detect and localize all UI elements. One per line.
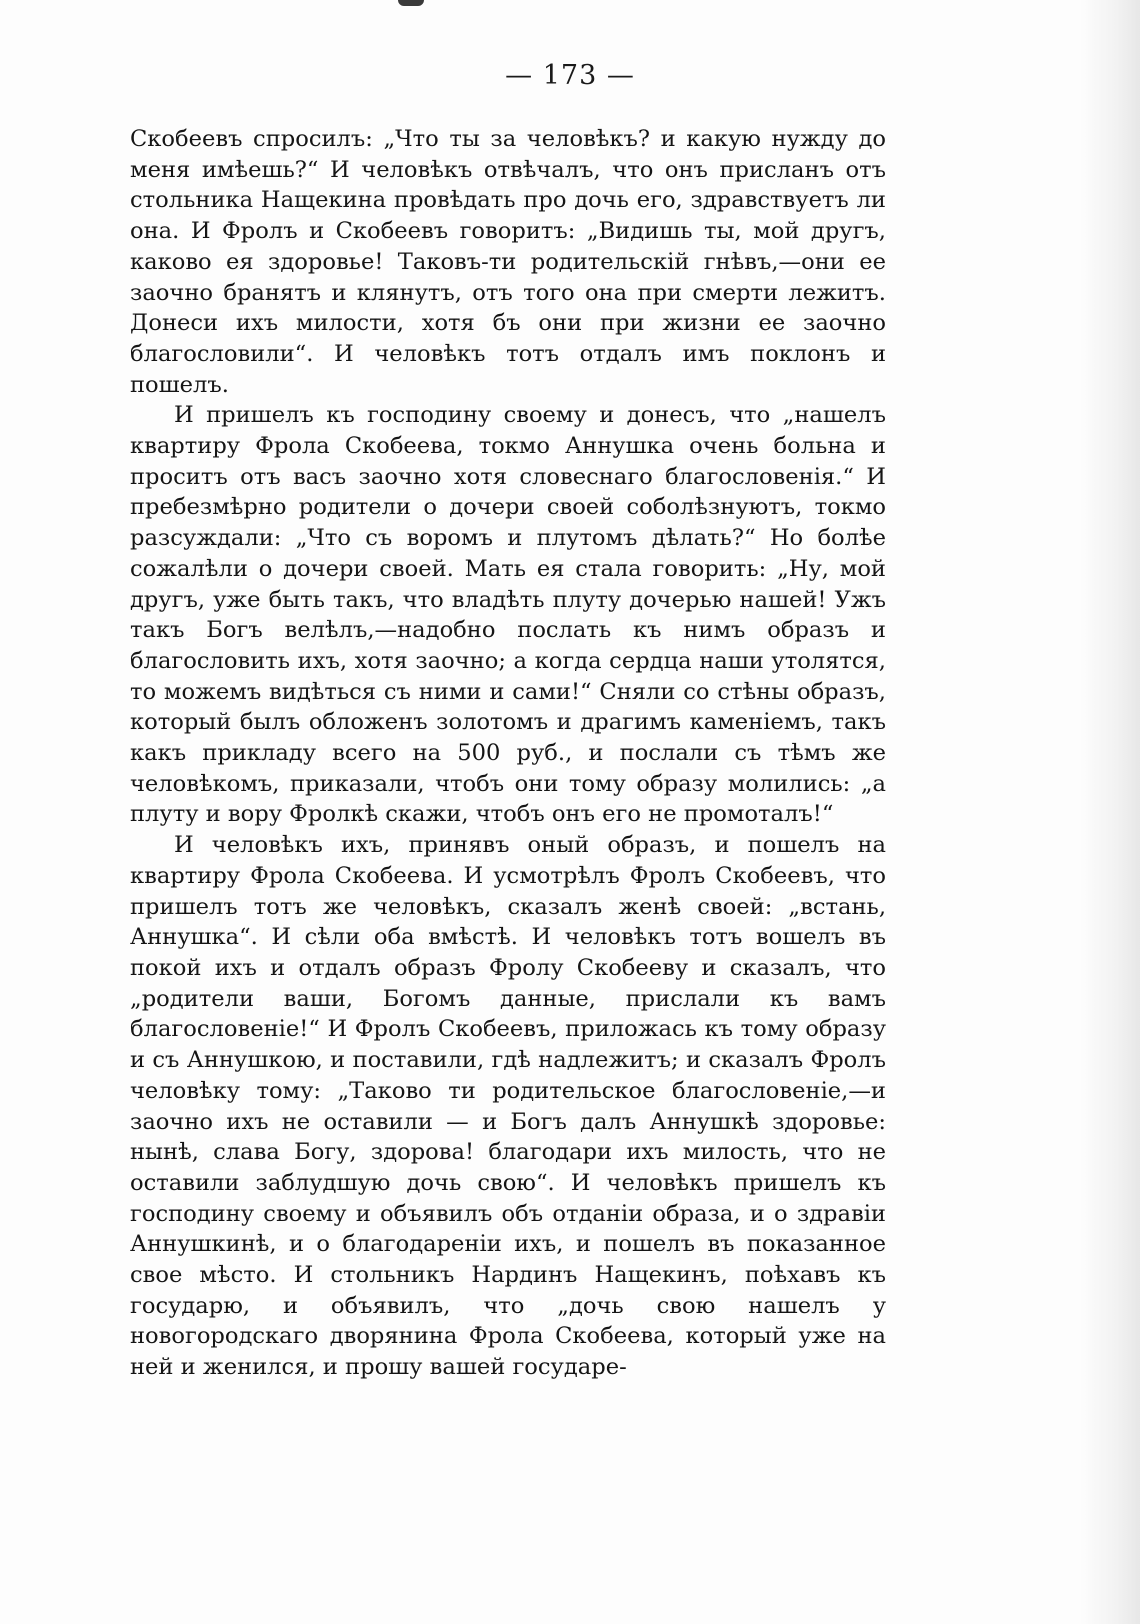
paragraph-1: Скобеевъ спросилъ: „Что ты за человѣкъ? и какую нужду до меня имѣешь?“ И человѣкъ отвѣчалъ, что онъ присланъ отъ стольника Нащекина провѣдать про дочь его, здравствуетъ ли она. И Фролъ и Скобеевъ говоритъ: „Видишь ты, мой другъ, каково ея здоровье! Таковъ-ти родительскій гнѣвъ,—они ее заочно бранятъ и клянутъ, отъ того она при смерти лежитъ. Донеси ихъ милости, хотя бъ они при жизни ее заочно благословили“. И человѣкъ тотъ отдалъ имъ поклонъ и пошелъ.	[130, 126, 886, 398]
page-edge-shadow	[1080, 0, 1140, 1624]
page-number: — 173 —	[505, 60, 635, 91]
scan-artifact	[398, 0, 424, 6]
paragraph-2: И пришелъ къ господину своему и донесъ, что „нашелъ квартиру Фрола Скобеева, токмо Аннушка очень больна и проситъ отъ васъ заочно хотя словеснаго благословенія.“ И пребезмѣрно родители о дочери своей соболѣзнуютъ, токмо разсуждали: „Что съ воромъ и плутомъ дѣлать?“ Но болѣе сожалѣли о дочери своей. Мать ея стала говорить: „Ну, мой другъ, уже быть такъ, что владѣть плуту дочерью нашей! Ужъ такъ Богъ велѣлъ,—надобно послать къ нимъ образъ и благословить ихъ, хотя заочно; а когда сердца наши утолятся, то можемъ видѣться съ ними и сами!“ Сняли со стѣны образъ, который былъ обложенъ золотомъ и драгимъ каменіемъ, такъ какъ прикладу всего на 500 руб., и послали съ тѣмъ же человѣкомъ, приказали, чтобъ они тому образу молились: „а плуту и вору Фролкѣ скажи, чтобъ онъ его не промоталъ!“	[130, 402, 886, 828]
body-text	[130, 124, 886, 1383]
paragraph-3: И человѣкъ ихъ, принявъ оный образъ, и пошелъ на квартиру Фрола Скобеева. И усмотрѣлъ Фролъ Скобеевъ, что пришелъ тотъ же человѣкъ, сказалъ женѣ своей: „встань, Аннушка“. И сѣли оба вмѣстѣ. И человѣкъ тотъ вошелъ въ покой ихъ и отдалъ образъ Фролу Скобееву и сказалъ, что „родители ваши, Богомъ данные, прислали къ вамъ благословеніе!“ И Фролъ Скобеевъ, приложась къ тому образу и съ Аннушкою, и поставили, гдѣ надлежитъ; и сказалъ Фролъ человѣку тому: „Таково ти родительское благословеніе,—и заочно ихъ не оставили — и Богъ далъ Аннушкѣ здоровье: нынѣ, слава Богу, здорова! благодари ихъ милость, что не оставили заблудшую дочь свою“. И человѣкъ пришелъ къ господину своему и объявилъ объ отданіи образа, и о здравіи Аннушкинѣ, и о благодареніи ихъ, и пошелъ въ показанное свое мѣсто. И стольникъ Нардинъ Нащекинъ, поѣхавъ къ государю, и объявилъ, что „дочь свою нашелъ у новогородскаго дворянина Фрола Скобеева, который уже на ней и женился, и прошу вашей государе-	[130, 832, 886, 1381]
